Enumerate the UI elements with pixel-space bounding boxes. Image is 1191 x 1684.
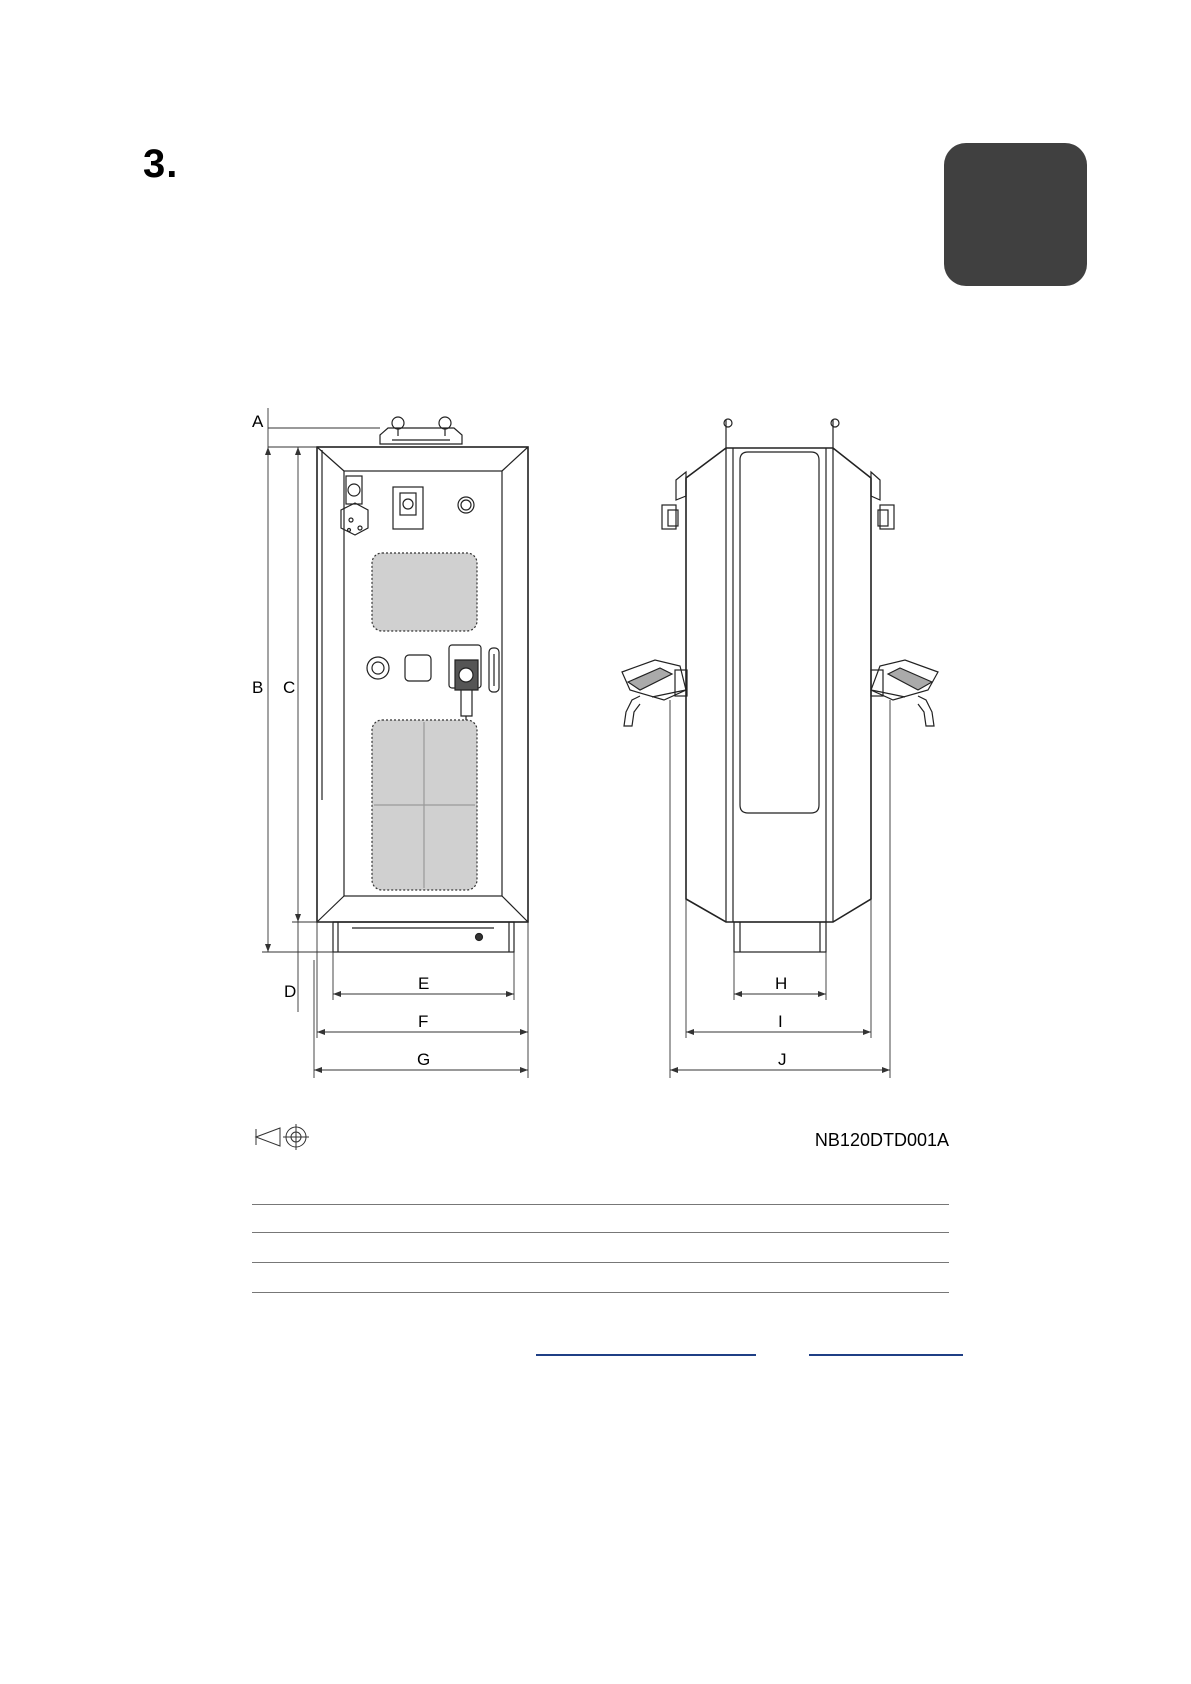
dim-label-g: G [417, 1050, 431, 1069]
dim-label-j: J [778, 1050, 787, 1069]
side-view [622, 419, 938, 952]
dim-label-h: H [775, 974, 788, 993]
section-number: 3. [143, 142, 179, 186]
table-rule [252, 1232, 949, 1233]
table-rule [252, 1262, 949, 1263]
dim-label-f: F [418, 1012, 429, 1031]
projection-symbol-icon [256, 1124, 309, 1150]
dim-label-b: B [252, 678, 264, 697]
drawing-code: NB120DTD001A [814, 1130, 949, 1150]
dimension-arrows [265, 447, 890, 1073]
dim-label-d: D [284, 982, 297, 1001]
table-rule [252, 1292, 949, 1293]
dim-label-a: A [252, 412, 264, 431]
dim-label-e: E [418, 974, 430, 993]
front-view [317, 417, 528, 952]
dimension-lines [262, 408, 890, 1078]
link-underline[interactable] [809, 1354, 963, 1356]
dim-label-i: I [778, 1012, 783, 1031]
link-underline[interactable] [536, 1354, 756, 1356]
dim-label-c: C [283, 678, 296, 697]
table-rule [252, 1204, 949, 1205]
